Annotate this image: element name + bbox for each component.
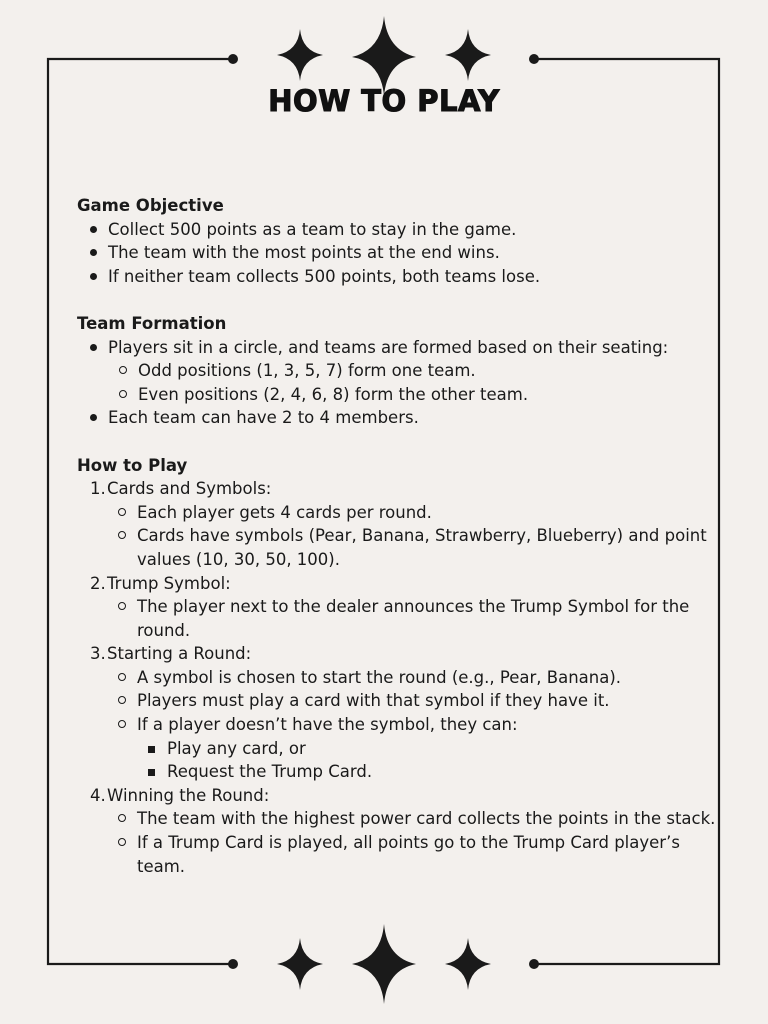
section-how-to-play	[77, 454, 717, 879]
page-title: HOW TO PLAY	[268, 84, 500, 118]
sub-sub-list-item: Play any card, or	[167, 737, 717, 761]
frame-dot-icon	[228, 959, 238, 969]
sub-list-item: Cards have symbols (Pear, Banana, Strawberry, Blueberry) and point values (10, 30, 50, 100).	[137, 524, 717, 571]
section-heading: Team Formation	[77, 313, 227, 333]
step-number: 2.	[90, 573, 106, 593]
step-item	[90, 642, 717, 784]
sub-list	[107, 807, 717, 878]
sub-list	[107, 501, 717, 572]
step-item	[90, 477, 717, 571]
sub-list-item: Each player gets 4 cards per round.	[137, 501, 717, 525]
step-number: 3.	[90, 644, 106, 664]
section-heading: Game Objective	[77, 196, 224, 215]
frame-dot-icon	[228, 54, 238, 64]
sparkle-star-icon	[277, 29, 323, 81]
steps-list	[77, 477, 717, 878]
sub-list	[108, 359, 717, 406]
list-item: If neither team collects 500 points, both teams lose.	[108, 265, 717, 289]
list-item: The team with the most points at the end wins.	[108, 241, 717, 265]
rules-content	[77, 194, 717, 878]
sparkle-star-icon	[277, 938, 323, 990]
sub-sub-list	[137, 737, 717, 784]
sub-list	[107, 595, 717, 642]
sub-list-item: Players must play a card with that symbol if they have it.	[137, 689, 717, 713]
list-item	[108, 336, 717, 407]
sub-list-item: Odd positions (1, 3, 5, 7) form one team.	[138, 359, 717, 383]
sub-list-item: The player next to the dealer announces the Trump Symbol for the round.	[137, 595, 717, 642]
sub-sub-list-item: Request the Trump Card.	[167, 760, 717, 784]
sub-list-item: The team with the highest power card collects the points in the stack.	[137, 807, 717, 831]
sparkle-star-icon	[445, 29, 491, 81]
step-label: Trump Symbol:	[107, 573, 231, 593]
section-game-objective	[77, 194, 717, 288]
formation-list	[77, 336, 717, 430]
sub-list-item-text: If a player doesn’t have the symbol, they can:	[137, 715, 518, 735]
frame-dot-icon	[529, 54, 539, 64]
sub-list-item	[137, 713, 717, 784]
objective-list	[77, 218, 717, 289]
sub-list	[107, 666, 717, 784]
section-heading: How to Play	[77, 455, 188, 475]
frame-dot-icon	[529, 959, 539, 969]
step-label: Starting a Round:	[107, 644, 252, 664]
list-item: Collect 500 points as a team to stay in the game.	[108, 218, 717, 242]
step-number: 4.	[90, 785, 106, 805]
sub-list-item: If a Trump Card is played, all points go to the Trump Card player’s team.	[137, 831, 717, 878]
step-label: Winning the Round:	[107, 785, 270, 805]
sub-list-item: Even positions (2, 4, 6, 8) form the other team.	[138, 383, 717, 407]
sparkle-star-icon	[352, 924, 416, 1004]
sparkle-star-icon	[445, 938, 491, 990]
list-item-text: Players sit in a circle, and teams are formed based on their seating:	[108, 337, 669, 357]
step-item	[90, 572, 717, 643]
step-item	[90, 784, 717, 878]
section-team-formation	[77, 312, 717, 430]
step-number: 1.	[90, 479, 106, 499]
step-label: Cards and Symbols:	[107, 479, 272, 499]
list-item: Each team can have 2 to 4 members.	[108, 406, 717, 430]
sub-list-item: A symbol is chosen to start the round (e.g., Pear, Banana).	[137, 666, 717, 690]
